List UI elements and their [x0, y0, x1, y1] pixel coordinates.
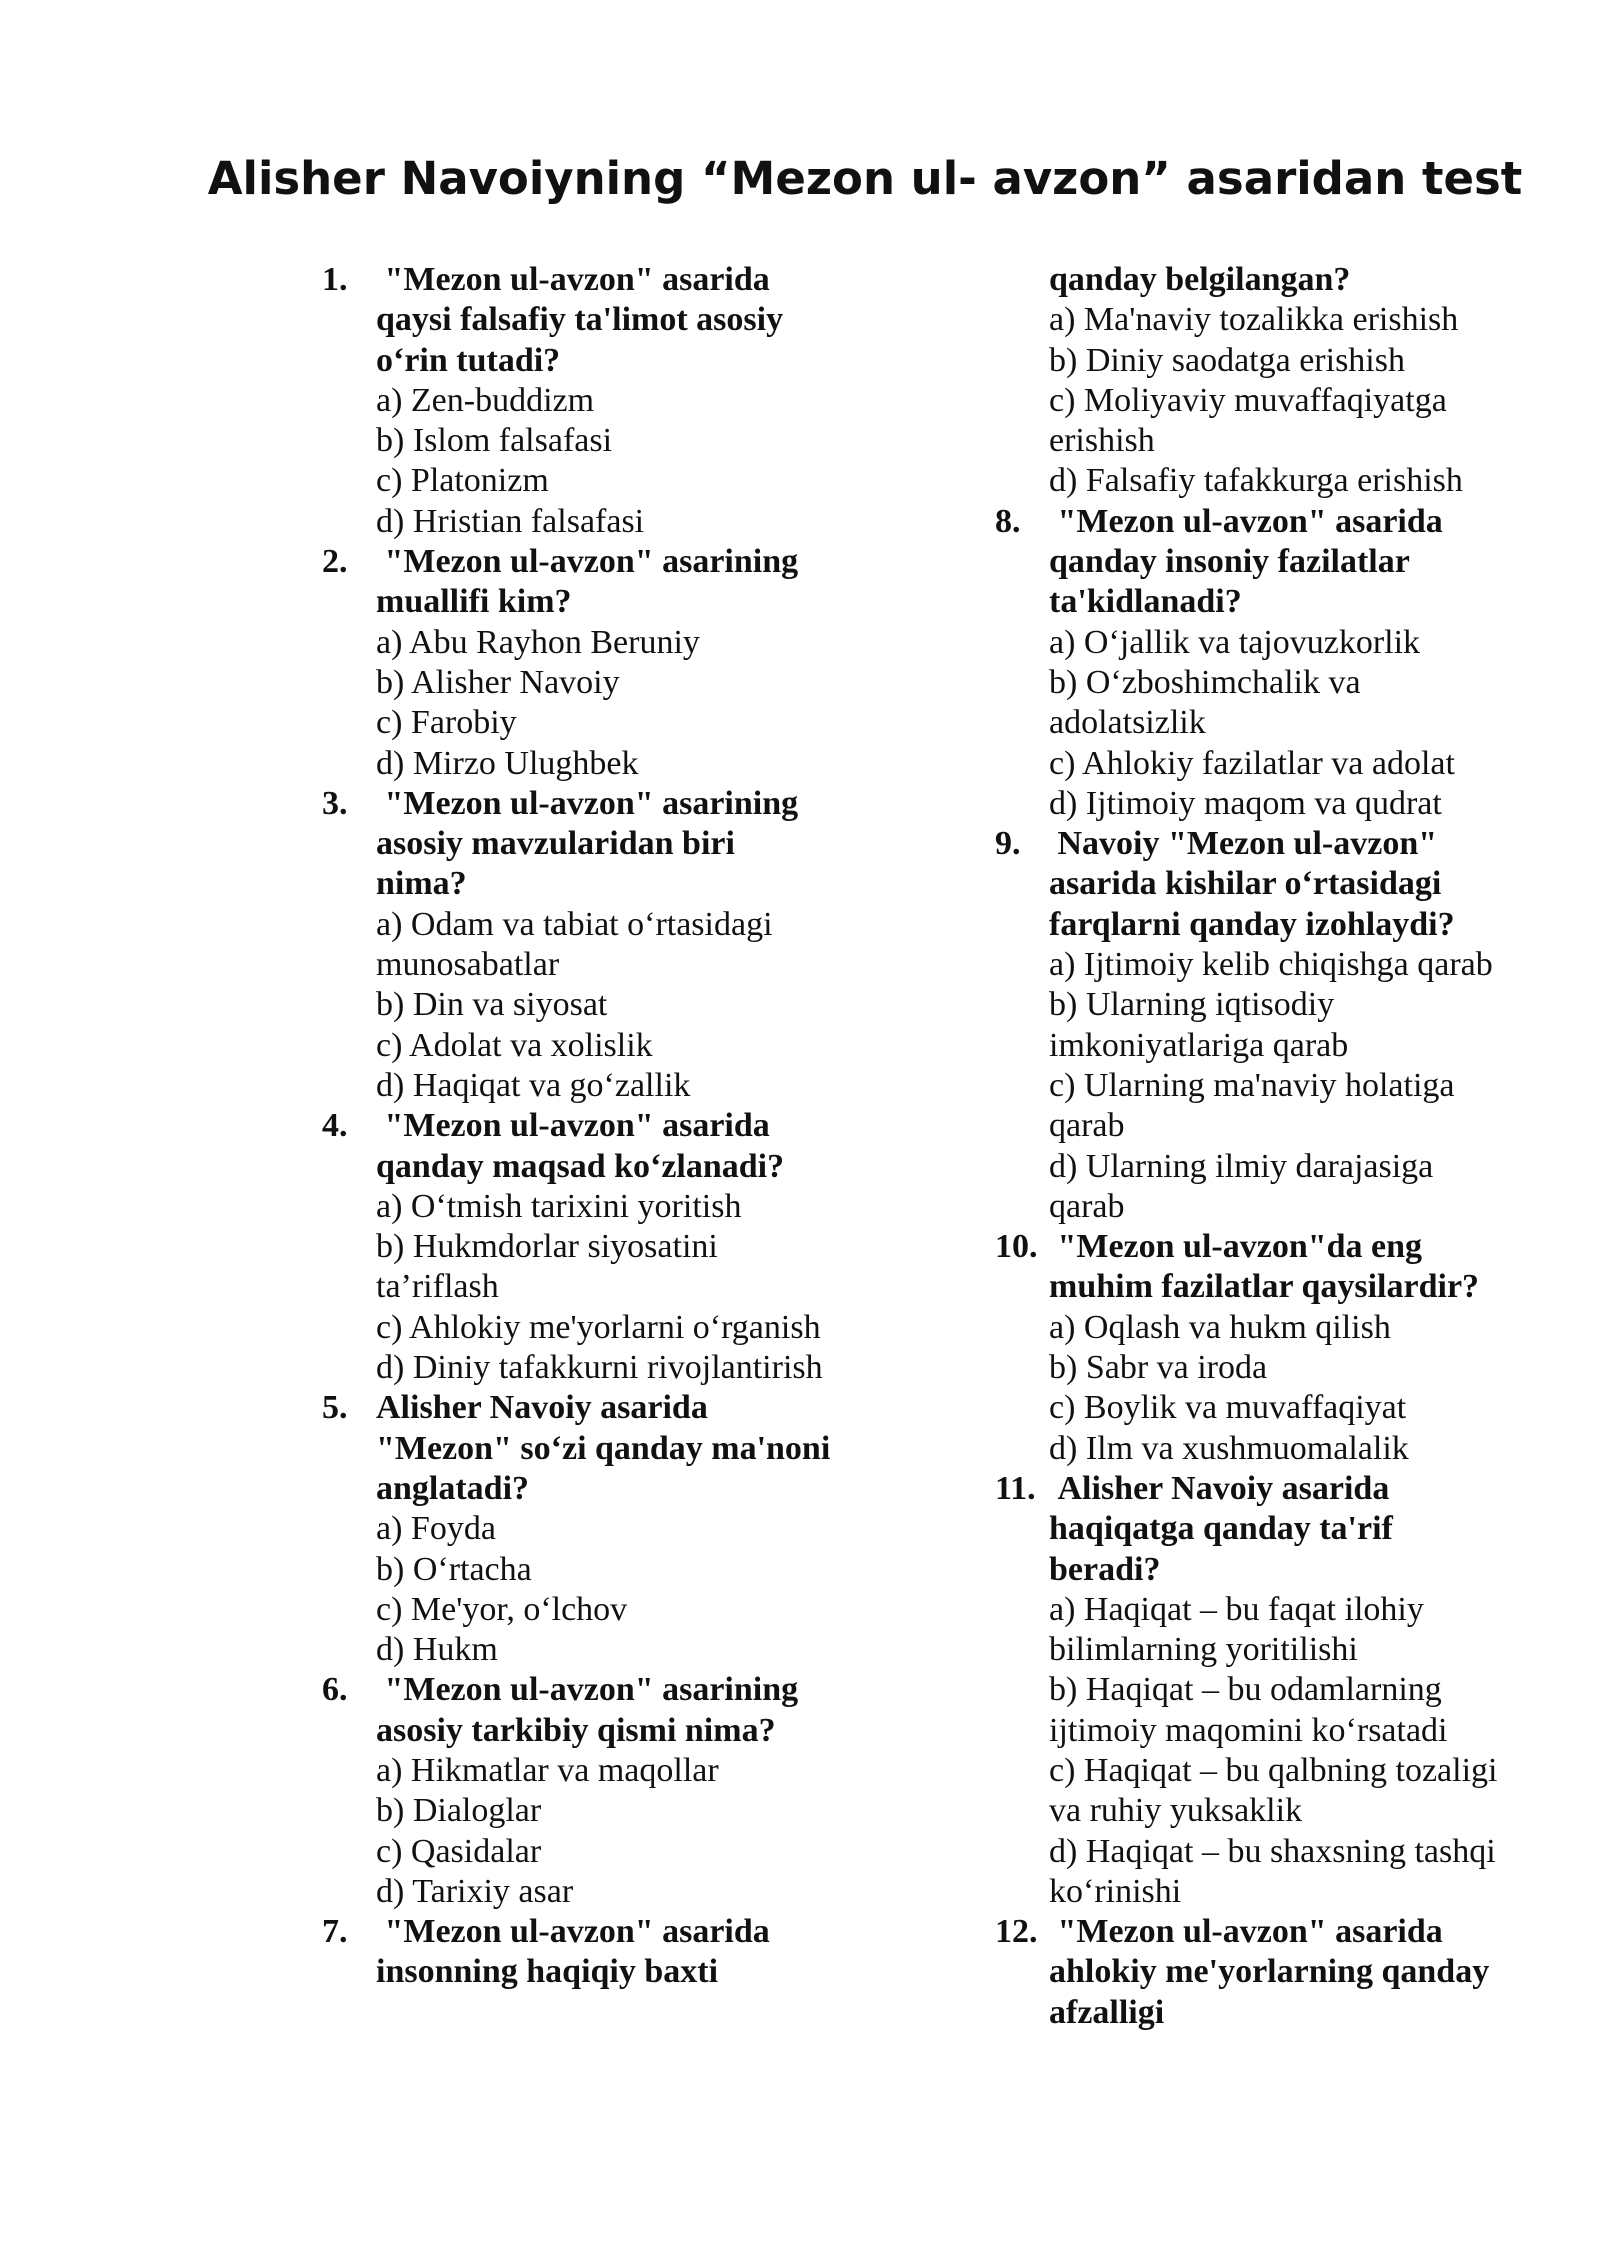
question-1	[322, 260, 832, 542]
option: c) Moliyaviy muvaffaqiyatga erishish	[1049, 381, 1447, 460]
question-8	[995, 502, 1505, 824]
question-number: 4.	[322, 1107, 348, 1145]
option: c) Me'yor, o‘lchov	[376, 1590, 628, 1628]
option: b) Islom falsafasi	[376, 422, 613, 460]
question-text-continued: qanday belgilangan?	[1049, 261, 1351, 298]
option: c) Adolat va xolislik	[376, 1026, 653, 1064]
option: b) O‘rtacha	[376, 1550, 532, 1588]
option: b) Ularning iqtisodiy imkoniyatlariga qarab	[1049, 986, 1349, 1064]
option: c) Ularning ma'naviy holatiga qarab	[1049, 1066, 1455, 1145]
option: d) Ularning ilmiy darajasiga qarab	[1049, 1147, 1434, 1225]
right-column	[995, 260, 1505, 2033]
question-6	[322, 1670, 832, 1912]
question-text: "Mezon ul-avzon" asarida qaysi falsafiy ta'limot asosiy o‘rin tutadi?	[376, 261, 784, 379]
option: c) Farobiy	[376, 704, 517, 742]
option: b) Sabr va iroda	[1049, 1349, 1268, 1387]
option: b) Haqiqat – bu odamlarning ijtimoiy maqomini ko‘rsatadi	[1049, 1671, 1448, 1749]
question-text: "Mezon ul-avzon" asarining asosiy mavzularidan biri nima?	[376, 784, 799, 903]
option: d) Ilm va xushmuomalalik	[1049, 1429, 1409, 1467]
option: a) O‘tmish tarixini yoritish	[376, 1187, 742, 1225]
option: a) Odam va tabiat o‘rtasidagi munosabatlar	[376, 905, 773, 984]
option: b) Dialoglar	[376, 1792, 542, 1830]
question-number: 10.	[995, 1228, 1038, 1266]
question-number: 3.	[322, 784, 348, 822]
option: d) Diniy tafakkurni rivojlantirish	[376, 1349, 823, 1387]
option: d) Hristian falsafasi	[376, 502, 645, 540]
question-text: "Mezon ul-avzon" asarida qanday maqsad ko‘zlanadi?	[376, 1107, 785, 1185]
option: d) Ijtimoiy maqom va qudrat	[1049, 784, 1442, 822]
option: a) Ijtimoiy kelib chiqishga qarab	[1049, 946, 1493, 984]
option: a) O‘jallik va tajovuzkorlik	[1049, 623, 1421, 661]
option: d) Hukm	[376, 1631, 498, 1669]
question-3	[322, 784, 832, 1106]
option: b) Din va siyosat	[376, 986, 608, 1024]
question-7	[322, 1912, 832, 1993]
question-number: 9.	[995, 825, 1021, 863]
option: d) Tarixiy asar	[376, 1872, 574, 1910]
question-number: 1.	[322, 261, 348, 298]
question-5	[322, 1388, 832, 1670]
page-title: Alisher Navoiyning “Mezon ul- avzon” asaridan test	[207, 152, 1523, 205]
option: d) Mirzo Ulughbek	[376, 744, 639, 782]
question-text: Navoiy "Mezon ul-avzon" asarida kishilar o‘rtasidagi farqlarni qanday izohlaydi?	[1049, 825, 1455, 943]
option: c) Platonizm	[376, 462, 549, 500]
question-text: "Mezon ul-avzon"da eng muhim fazilatlar qaysilardir?	[1049, 1228, 1480, 1306]
question-text: "Mezon ul-avzon" asarida insonning haqiqiy baxti	[376, 1913, 770, 1991]
question-number: 7.	[322, 1913, 348, 1951]
option: c) Qasidalar	[376, 1832, 542, 1870]
question-number: 11.	[995, 1469, 1036, 1507]
question-number: 5.	[322, 1389, 348, 1427]
option: a) Hikmatlar va maqollar	[376, 1751, 719, 1789]
left-column	[322, 260, 832, 1993]
question-text: "Mezon ul-avzon" asarining asosiy tarkibiy qismi nima?	[376, 1671, 799, 1749]
option: a) Oqlash va hukm qilish	[1049, 1308, 1391, 1346]
question-text: "Mezon ul-avzon" asarining muallifi kim?	[376, 543, 799, 621]
option: b) O‘zboshimchalik va adolatsizlik	[1049, 663, 1361, 742]
question-text: "Mezon ul-avzon" asarida qanday insoniy fazilatlar ta'kidlanadi?	[1049, 502, 1443, 621]
question-2	[322, 542, 832, 784]
option: c) Haqiqat – bu qalbning tozaligi va ruhiy yuksaklik	[1049, 1751, 1498, 1830]
option: b) Hukmdorlar siyosatini ta’riflash	[376, 1228, 718, 1306]
option: a) Abu Rayhon Beruniy	[376, 623, 700, 661]
option: a) Zen-buddizm	[376, 381, 595, 419]
option: b) Diniy saodatga erishish	[1049, 341, 1405, 379]
option: d) Haqiqat – bu shaxsning tashqi ko‘rinishi	[1049, 1832, 1496, 1910]
option: a) Foyda	[376, 1510, 496, 1548]
question-4	[322, 1106, 832, 1388]
question-12	[995, 1912, 1505, 2033]
option: c) Ahlokiy fazilatlar va adolat	[1049, 744, 1455, 782]
question-number: 6.	[322, 1671, 348, 1709]
question-number: 8.	[995, 502, 1021, 540]
option: b) Alisher Navoiy	[376, 663, 620, 701]
option: d) Falsafiy tafakkurga erishish	[1049, 462, 1463, 500]
question-9	[995, 824, 1505, 1227]
question-text: "Mezon ul-avzon" asarida ahlokiy me'yorlarning qanday afzalligi	[1049, 1913, 1490, 2031]
question-number: 2.	[322, 543, 348, 581]
question-11	[995, 1469, 1505, 1912]
question-number: 12.	[995, 1913, 1038, 1951]
option: a) Haqiqat – bu faqat ilohiy bilimlarning yoritilishi	[1049, 1590, 1424, 1669]
question-7-continued	[995, 260, 1505, 502]
question-text: Alisher Navoiy asarida haqiqatga qanday ta'rif beradi?	[1049, 1469, 1393, 1588]
option: c) Boylik va muvaffaqiyat	[1049, 1389, 1407, 1427]
question-10	[995, 1227, 1505, 1469]
option: d) Haqiqat va go‘zallik	[376, 1066, 691, 1104]
option: c) Ahlokiy me'yorlarni o‘rganish	[376, 1308, 821, 1346]
question-text: Alisher Navoiy asarida "Mezon" so‘zi qanday ma'noni anglatadi?	[376, 1389, 831, 1507]
option: a) Ma'naviy tozalikka erishish	[1049, 301, 1459, 339]
